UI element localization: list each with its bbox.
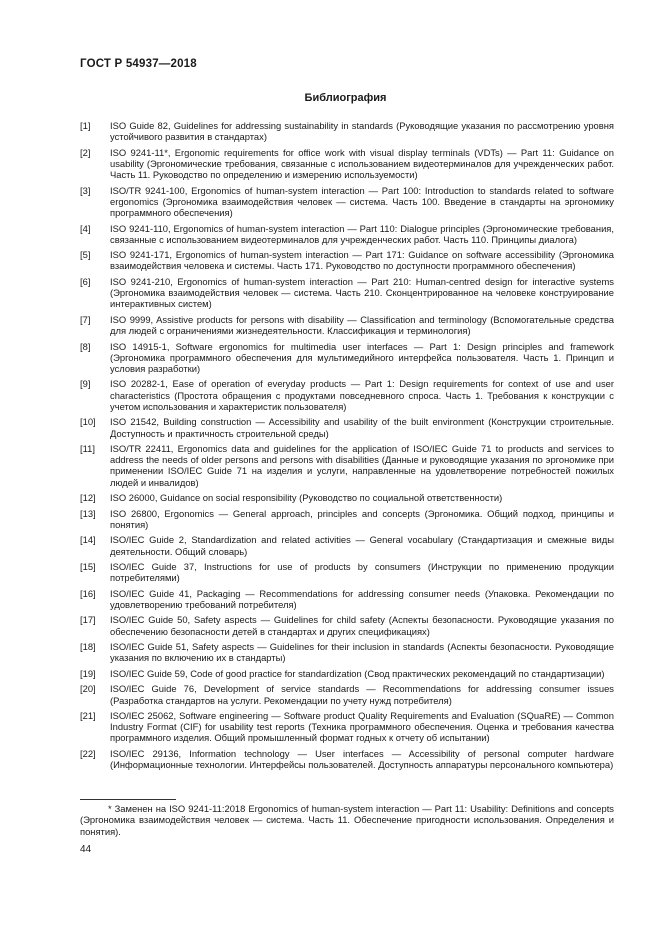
document-header: ГОСТ Р 54937—2018 xyxy=(80,58,197,70)
entry-number: [11] xyxy=(80,443,95,455)
entry-number: [6] xyxy=(80,275,91,287)
entry-text: ISO/IEC 29136, Information technology — User interfaces — Accessibility of personal computer hardware (Информационные технологии. Интерфейсы пользователей. Доступность аппаратуры персонального компьютера) xyxy=(110,747,614,771)
entry-text: ISO 21542, Building construction — Accessibility and usability of the built environment (Конструкции строительные. Доступность и практичность строительной среды) xyxy=(110,416,614,439)
entry-text: ISO/IEC Guide 2, Standardization and related activities — General vocabulary (Стандартизация и смежные виды деятельности. Общий словарь) xyxy=(110,534,614,557)
entry-text: ISO/IEC Guide 76, Development of service standards — Recommendations for addressing consumer issues (Разработка стандартов на услуги. Рекомендации по учету нужд потребителя) xyxy=(110,683,614,706)
entry-text: ISO 14915-1, Software ergonomics for multimedia user interfaces — Part 1: Design principles and framework (Эргономика программного обеспечения для мультимедийного интерфейса пользователя. Часть 1. Принцип и условия разработки) xyxy=(110,340,614,374)
bibliography-entry xyxy=(80,147,614,181)
bibliography-entry xyxy=(80,443,614,488)
bibliography-list xyxy=(80,120,614,775)
bibliography-entry xyxy=(80,378,614,412)
bibliography-entry xyxy=(80,614,614,636)
entry-number: [9] xyxy=(80,378,91,390)
bibliography-entry xyxy=(80,341,614,375)
section-title: Библиография xyxy=(304,92,387,104)
bibliography-entry xyxy=(80,641,614,663)
entry-text: ISO 9241-110, Ergonomics of human-system interaction — Part 110: Dialogue principles (Эргономические требования, связанные с использованием видеотерминалов для учрежденческих работ. Часть 110. Принципы диалога) xyxy=(110,222,614,245)
entry-text: ISO/TR 9241-100, Ergonomics of human-system interaction — Part 100: Introduction to standards related to software ergonomics (Эргономика взаимодействия человек — система. Часть 100. Введение в стандарты на эргономику программного обеспечения) xyxy=(110,184,614,219)
entry-number: [21] xyxy=(80,710,96,722)
bibliography-entry xyxy=(80,683,614,705)
bibliography-entry xyxy=(80,314,614,336)
entry-number: [14] xyxy=(80,534,96,546)
bibliography-entry xyxy=(80,249,614,271)
entry-text: ISO/IEC 25062, Software engineering — Software product Quality Requirements and Evaluation (SQuaRE) — Common Industry Format (CIF) for usability test reports (Техника программного обеспечения. Оценка и требования качества программного изделия. Общий промышленный формат годных к отчету об испытании) xyxy=(110,710,614,744)
bibliography-entry xyxy=(80,561,614,583)
entry-number: [5] xyxy=(80,249,91,261)
bibliography-entry xyxy=(80,534,614,556)
entry-number: [15] xyxy=(80,561,96,573)
entry-number: [16] xyxy=(80,587,96,599)
bibliography-entry xyxy=(80,185,614,219)
entry-text: ISO 9241-11*, Ergonomic requirements for office work with visual display terminals (VDTs) — Part 11: Guidance on usability (Эргономические требования, связанные с использованием видеотерминалов для учрежденческих работ. Часть 11. Руководство по определению и измерению используемости) xyxy=(110,146,614,181)
entry-text: ISO 9241-171, Ergonomics of human-system interaction — Part 171: Guidance on software accessibility (Эргономика взаимодействия человека и системы. Часть 171. Руководство по доступности программного обеспечения) xyxy=(110,249,614,272)
entry-number: [20] xyxy=(80,683,96,695)
bibliography-entry xyxy=(80,223,614,245)
entry-number: [22] xyxy=(80,747,96,759)
entry-number: [2] xyxy=(80,146,91,158)
entry-number: [7] xyxy=(80,313,91,325)
entry-number: [18] xyxy=(80,641,96,653)
entry-number: [3] xyxy=(80,184,91,196)
entry-number: [8] xyxy=(80,340,91,352)
bibliography-entry xyxy=(80,748,614,770)
entry-text: ISO Guide 82, Guidelines for addressing sustainability in standards (Руководящие указания по рассмотрению уровня устойчивого развития в стандартах) xyxy=(110,120,614,143)
entry-text: ISO/IEC Guide 41, Packaging — Recommendations for addressing consumer needs (Упаковка. Рекомендации по удовлетворению требований потребителя) xyxy=(110,587,614,610)
page-number: 44 xyxy=(80,844,92,855)
bibliography-entry xyxy=(80,508,614,530)
bibliography-entry xyxy=(80,668,614,679)
entry-text: ISO/TR 22411, Ergonomics data and guidelines for the application of ISO/IEC Guide 71 to products and services to address the needs of older persons and persons with disabilities (Данные и руководящие указания по эргономике при применении ISO/IEC Guide 71 на изделия и услуги, направленные на удовлетворение потребностей пожилых людей и инвалидов) xyxy=(110,443,614,488)
entry-text: ISO 9241-210, Ergonomics of human-system interaction — Part 210: Human-centred design for interactive systems (Эргономика взаимодействия человек — система. Часть 210. Сконцентрированное на человеке конструирование интерактивных систем) xyxy=(110,275,614,310)
entry-number: [19] xyxy=(80,667,96,679)
entry-text: ISO 20282-1, Ease of operation of everyday products — Part 1: Design requirements for context of use and user characteristics (Простота обращения с продуктами повседневного спроса. Часть 1. Требования к конструкции с учетом использования и характеристик пользователя) xyxy=(110,378,614,412)
entry-number: [10] xyxy=(80,416,96,428)
entry-number: [13] xyxy=(80,507,96,519)
bibliography-entry xyxy=(80,276,614,310)
bibliography-entry xyxy=(80,416,614,438)
footnote: * Заменен на ISO 9241-11:2018 Ergonomics of human-system interaction — Part 11: Usability: Definitions and concepts (Эргономика взаимодействия человек — система. Часть 11. Обеспечение пригодности использования. Определения и понятия). xyxy=(80,803,614,837)
bibliography-entry xyxy=(80,588,614,610)
bibliography-entry xyxy=(80,120,614,142)
entry-number: [12] xyxy=(80,492,96,504)
bibliography-entry xyxy=(80,492,614,503)
bibliography-entry xyxy=(80,710,614,744)
entry-number: [1] xyxy=(80,120,91,131)
entry-text: ISO/IEC Guide 50, Safety aspects — Guidelines for child safety (Аспекты безопасности. Руководящие указания по обеспечению безопасности детей в стандартах и других спецификациях) xyxy=(110,614,614,637)
entry-number: [4] xyxy=(80,222,91,234)
entry-text: ISO 26800, Ergonomics — General approach, principles and concepts (Эргономика. Общий подход, принципы и понятия) xyxy=(110,507,614,530)
entry-text: ISO/IEC Guide 51, Safety aspects — Guidelines for their inclusion in standards (Аспекты безопасности. Руководящие указания по включению их в стандарты) xyxy=(110,641,614,664)
entry-text: ISO/IEC Guide 59, Code of good practice for standardization (Свод практических рекомендаций по стандартизации) xyxy=(110,667,605,679)
entry-text: ISO 9999, Assistive products for persons with disability — Classification and terminology (Вспомогательные средства для людей с ограничениями жизнедеятельности. Классификация и терминология) xyxy=(110,313,614,337)
entry-text: ISO 26000, Guidance on social responsibility (Руководство по социальной ответственности) xyxy=(110,492,503,504)
entry-number: [17] xyxy=(80,614,96,626)
footnote-divider xyxy=(80,799,176,800)
entry-text: ISO/IEC Guide 37, Instructions for use of products by consumers (Инструкции по применению продукции потребителями) xyxy=(110,561,614,584)
